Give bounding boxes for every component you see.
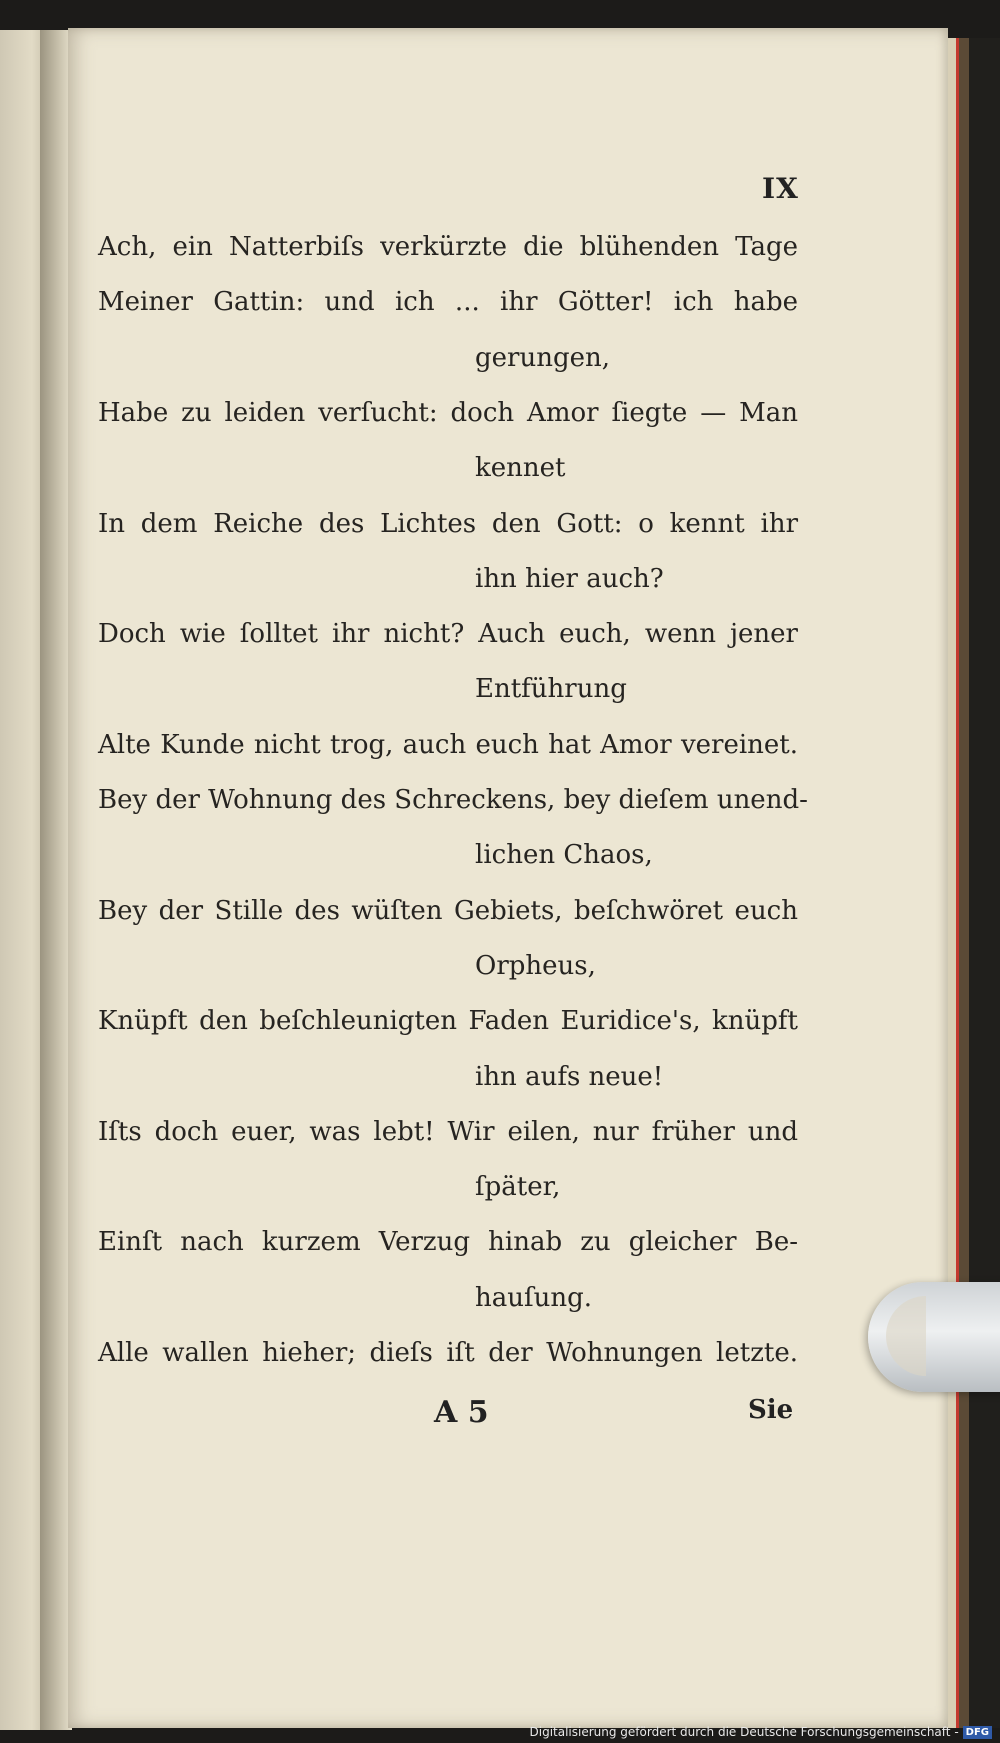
- poem-line-continuation: gerungen,: [475, 342, 610, 373]
- poem-line: Alte Kunde nicht trog, auch euch hat Amor vereinet.: [98, 729, 798, 760]
- poem-line-continuation: ihn hier auch?: [475, 563, 664, 594]
- catchword: Sie: [748, 1395, 794, 1425]
- poem-line-continuation: ihn aufs neue!: [475, 1061, 664, 1092]
- digitization-footer: [530, 1725, 993, 1739]
- poem-line: In dem Reiche des Lichtes den Gott: o kennt ihr: [98, 508, 798, 539]
- poem-line: Bey der Wohnung des Schreckens, bey dieſem unend-: [98, 785, 808, 815]
- poem-line-continuation: kennet: [475, 453, 566, 484]
- signature-mark: A 5: [434, 1395, 489, 1430]
- page-clip: [868, 1282, 1000, 1392]
- poem-line: Knüpft den beſchleunigten Faden Euridice's, knüpft: [98, 1006, 798, 1037]
- poem-line: Habe zu leiden verſucht: doch Amor ſiegte — Man: [98, 397, 798, 428]
- poem-line: Ach, ein Natterbiſs verkürzte die blühenden Tage: [98, 232, 798, 262]
- page-number: IX: [762, 172, 799, 205]
- dfg-logo: DFG: [963, 1726, 992, 1739]
- poem-line-continuation: hauſung.: [475, 1282, 593, 1313]
- poem-line-continuation: ſpäter,: [475, 1172, 561, 1203]
- poem-line: Einſt nach kurzem Verzug hinab zu gleicher Be-: [98, 1227, 798, 1258]
- poem-line-continuation: Entführung: [475, 674, 627, 705]
- poem-line-continuation: lichen Chaos,: [475, 840, 653, 871]
- poem-line-continuation: Orpheus,: [475, 950, 596, 981]
- book-page: [68, 28, 948, 1728]
- poem-line: Alle wallen hieher; dieſs iſt der Wohnungen letzte.: [98, 1338, 798, 1368]
- poem-line: Meiner Gattin: und ich ... ihr Götter! ich habe: [98, 287, 798, 318]
- poem-line: Bey der Stille des wüſten Gebiets, beſchwöret euch: [98, 895, 798, 926]
- poem-line: Doch wie ſolltet ihr nicht? Auch euch, wenn jener: [98, 619, 798, 650]
- page-clip-window: [886, 1296, 926, 1376]
- poem-line: Iſts doch euer, was lebt! Wir eilen, nur früher und: [98, 1116, 798, 1147]
- cover-edge: [959, 38, 969, 1728]
- footer-credit: Digitalisierung gefördert durch die Deutsche Forschungsgemeinschaft -: [529, 1725, 959, 1739]
- page-stack-edge: [948, 38, 956, 1728]
- background-edge: [969, 38, 1000, 1728]
